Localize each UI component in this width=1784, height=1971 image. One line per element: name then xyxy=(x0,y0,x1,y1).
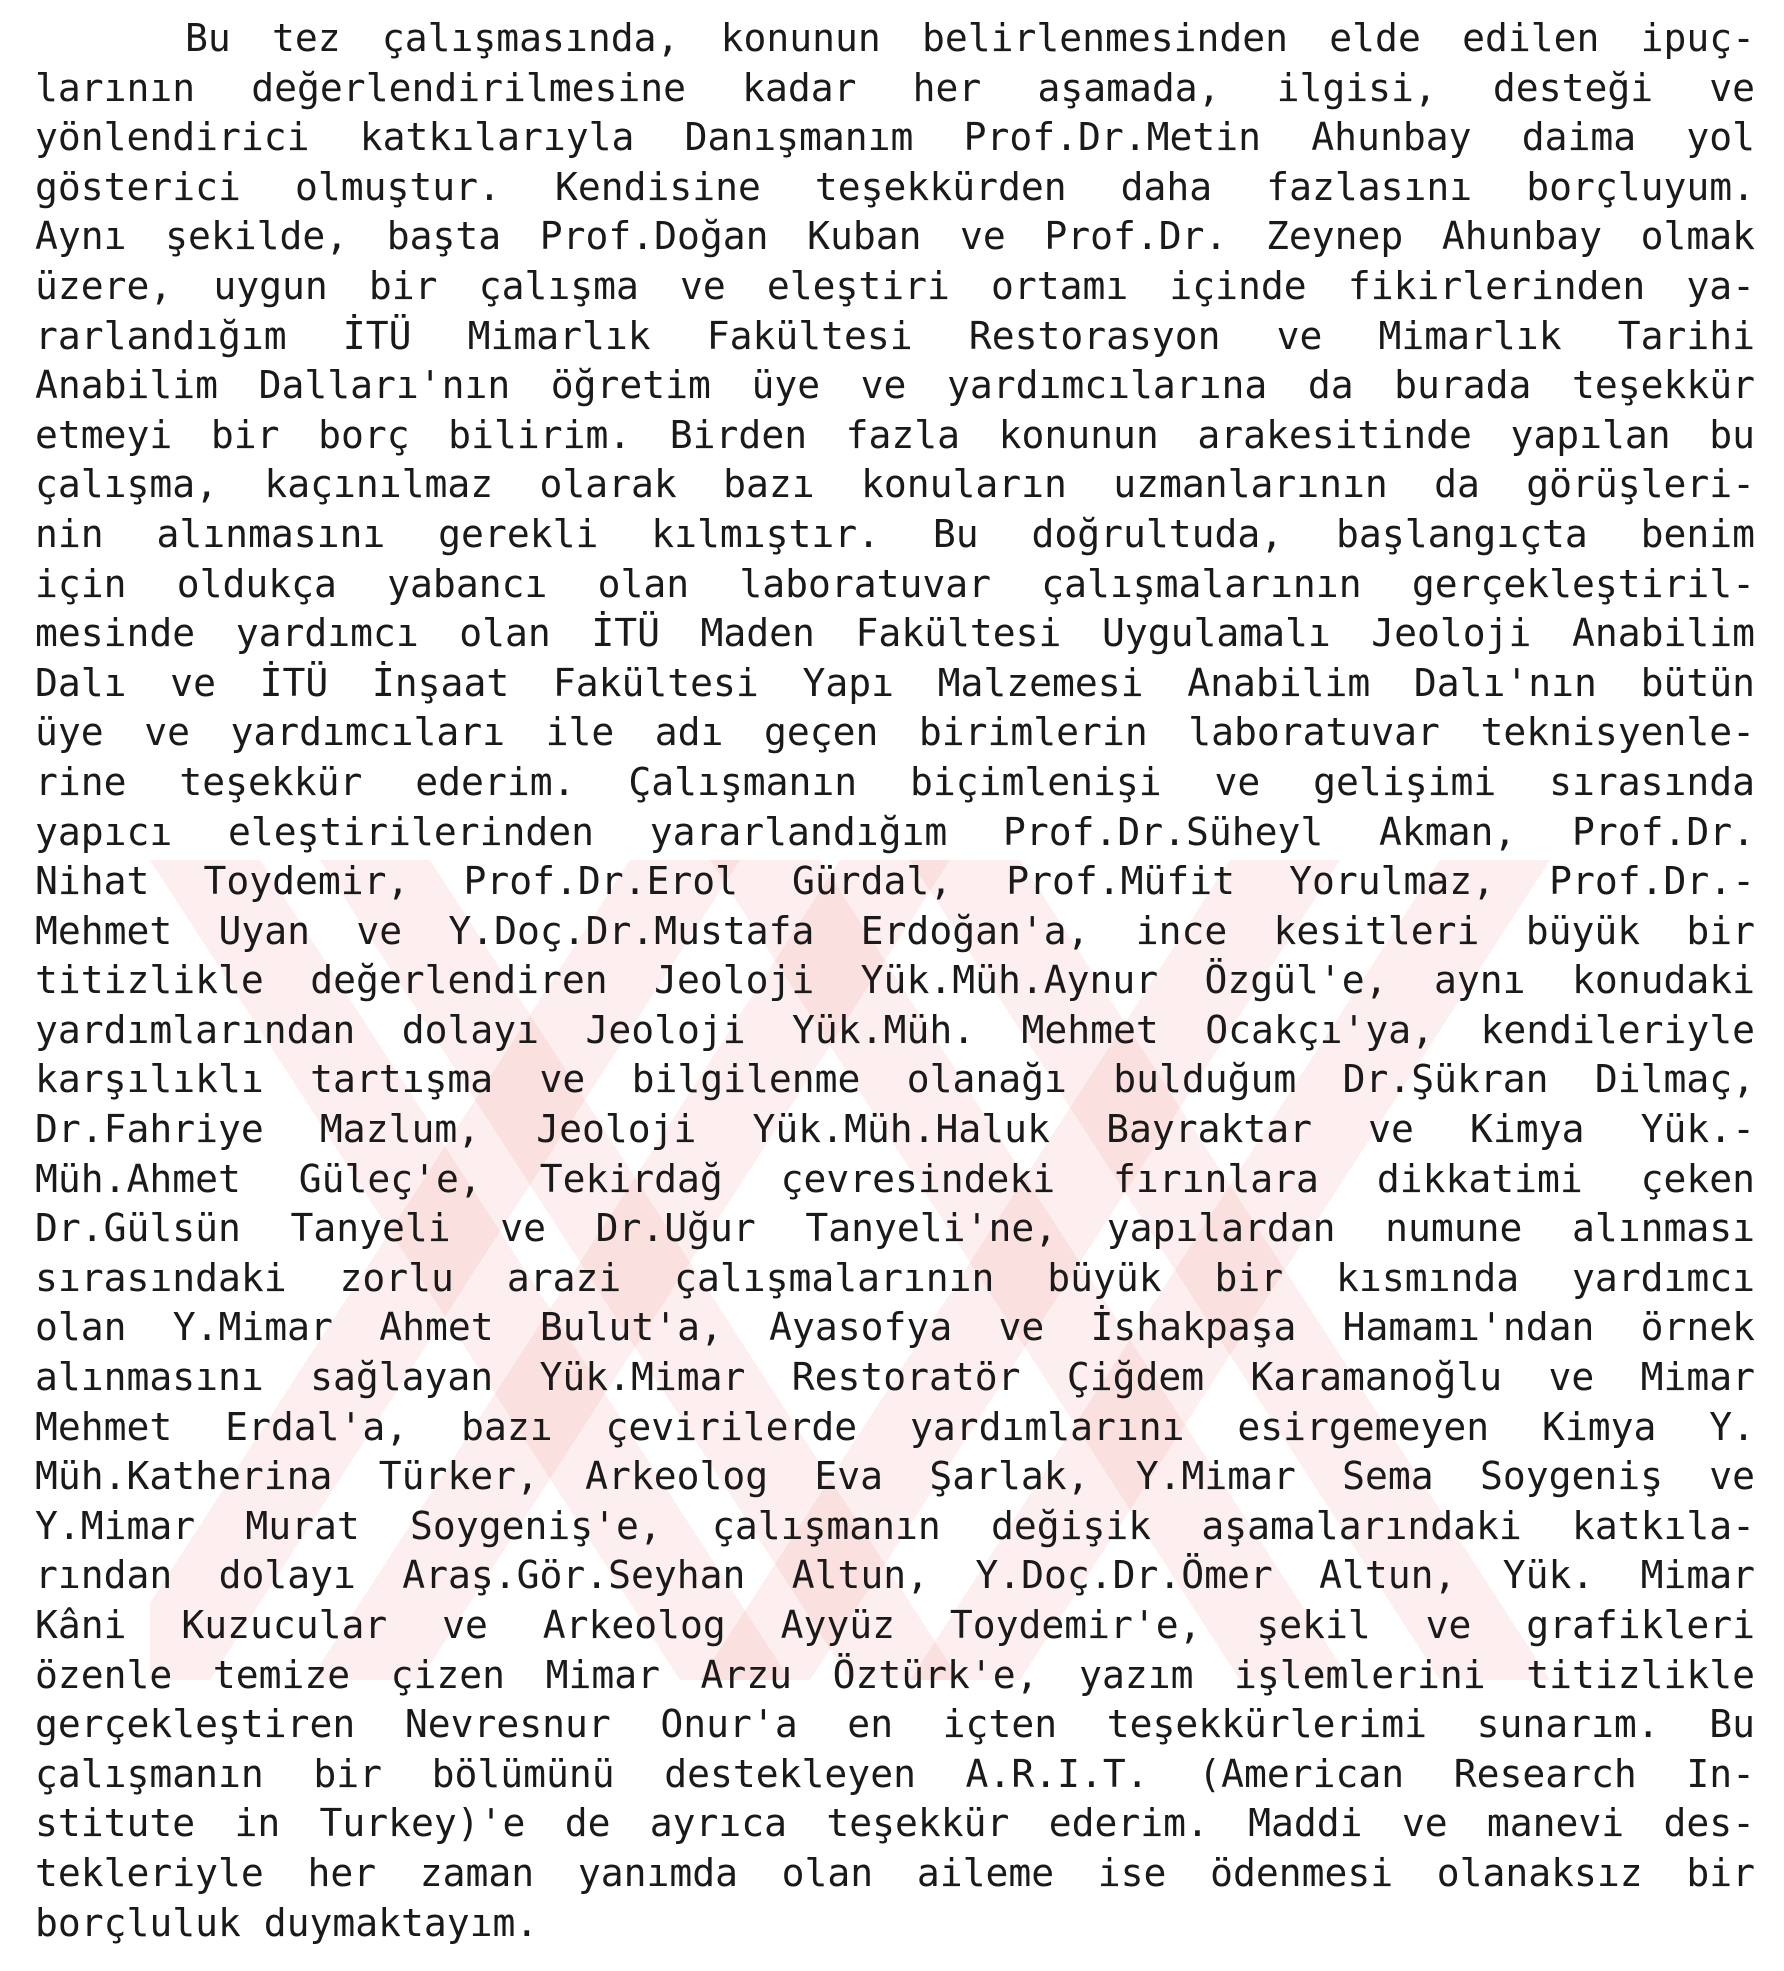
text-line: rından dolayı Araş.Gör.Seyhan Altun, Y.Doç.Dr.Ömer Altun, Yük. Mimar xyxy=(35,1553,1755,1598)
text-line: çalışma, kaçınılmaz olarak bazı konuların uzmanlarının da görüşleri- xyxy=(35,462,1755,507)
text-line: mesinde yardımcı olan İTÜ Maden Fakültesi Uygulamalı Jeoloji Anabilim xyxy=(35,611,1755,656)
text-line: üye ve yardımcıları ile adı geçen birimlerin laboratuvar teknisyenle- xyxy=(35,710,1755,755)
text-line: rarlandığım İTÜ Mimarlık Fakültesi Restorasyon ve Mimarlık Tarihi xyxy=(35,313,1755,358)
text-line: Anabilim Dalları'nın öğretim üye ve yardımcılarına da burada teşekkür xyxy=(35,363,1755,408)
text-line: etmeyi bir borç bilirim. Birden fazla konunun arakesitinde yapılan bu xyxy=(35,412,1755,457)
text-line: Dr.Gülsün Tanyeli ve Dr.Uğur Tanyeli'ne, yapılardan numune alınması xyxy=(35,1206,1755,1251)
text-line: gösterici olmuştur. Kendisine teşekkürden daha fazlasını borçluyum. xyxy=(35,164,1755,209)
text-line: borçluluk duymaktayım. xyxy=(35,1900,539,1945)
text-line: Mehmet Erdal'a, bazı çevirilerde yardımlarını esirgemeyen Kimya Y. xyxy=(35,1404,1755,1449)
text-line: çalışmanın bir bölümünü destekleyen A.R.I.T. (American Research In- xyxy=(35,1751,1755,1796)
text-line: üzere, uygun bir çalışma ve eleştiri ortamı içinde fikirlerinden ya- xyxy=(35,263,1755,308)
text-line: için oldukça yabancı olan laboratuvar çalışmalarının gerçekleştiril- xyxy=(35,561,1755,606)
acknowledgement-paragraph xyxy=(35,14,1755,1948)
text-line: Müh.Katherina Türker, Arkeolog Eva Şarlak, Y.Mimar Sema Soygeniş ve xyxy=(35,1454,1755,1499)
text-line: stitute in Turkey)'e de ayrıca teşekkür ederim. Maddi ve manevi des- xyxy=(35,1801,1755,1846)
text-line: tekleriyle her zaman yanımda olan aileme ise ödenmesi olanaksız bir xyxy=(35,1850,1755,1895)
text-line: titizlikle değerlendiren Jeoloji Yük.Müh.Aynur Özgül'e, aynı konudaki xyxy=(35,958,1755,1003)
text-line: Aynı şekilde, başta Prof.Doğan Kuban ve Prof.Dr. Zeynep Ahunbay olmak xyxy=(35,214,1755,259)
text-line: rine teşekkür ederim. Çalışmanın biçimlenişi ve gelişimi sırasında xyxy=(35,759,1755,804)
text-line: olan Y.Mimar Ahmet Bulut'a, Ayasofya ve İshakpaşa Hamamı'ndan örnek xyxy=(35,1305,1755,1350)
text-line: gerçekleştiren Nevresnur Onur'a en içten teşekkürlerimi sunarım. Bu xyxy=(35,1702,1755,1747)
text-line: yönlendirici katkılarıyla Danışmanım Prof.Dr.Metin Ahunbay daima yol xyxy=(35,115,1755,160)
text-line: Kâni Kuzucular ve Arkeolog Ayyüz Toydemir'e, şekil ve grafikleri xyxy=(35,1603,1755,1647)
text-line: nin alınmasını gerekli kılmıştır. Bu doğrultuda, başlangıçta benim xyxy=(35,511,1755,556)
text-line: Nihat Toydemir, Prof.Dr.Erol Gürdal, Prof.Müfit Yorulmaz, Prof.Dr.- xyxy=(35,859,1755,904)
text-line: Müh.Ahmet Güleç'e, Tekirdağ çevresindeki fırınlara dikkatimi çeken xyxy=(35,1156,1755,1201)
text-line: özenle temize çizen Mimar Arzu Öztürk'e, yazım işlemlerini titizlikle xyxy=(35,1652,1755,1697)
text-line: yapıcı eleştirilerinden yararlandığım Prof.Dr.Süheyl Akman, Prof.Dr. xyxy=(35,809,1755,854)
text-line: Y.Mimar Murat Soygeniş'e, çalışmanın değişik aşamalarındaki katkıla- xyxy=(35,1503,1755,1548)
text-line: karşılıklı tartışma ve bilgilenme olanağı bulduğum Dr.Şükran Dilmaç, xyxy=(35,1057,1755,1102)
text-line: Dr.Fahriye Mazlum, Jeoloji Yük.Müh.Haluk Bayraktar ve Kimya Yük.- xyxy=(35,1107,1755,1152)
text-line: Dalı ve İTÜ İnşaat Fakültesi Yapı Malzemesi Anabilim Dalı'nın bütün xyxy=(35,660,1755,705)
text-line: sırasındaki zorlu arazi çalışmalarının büyük bir kısmında yardımcı xyxy=(35,1255,1755,1300)
text-line: Bu tez çalışmasında, konunun belirlenmesinden elde edilen ipuç- xyxy=(185,16,1755,60)
text-line: alınmasını sağlayan Yük.Mimar Restoratör Çiğdem Karamanoğlu ve Mimar xyxy=(35,1355,1755,1400)
text-line: larının değerlendirilmesine kadar her aşamada, ilgisi, desteği ve xyxy=(35,65,1755,110)
text-line: Mehmet Uyan ve Y.Doç.Dr.Mustafa Erdoğan'a, ince kesitleri büyük bir xyxy=(35,908,1755,953)
text-line: yardımlarından dolayı Jeoloji Yük.Müh. Mehmet Ocakçı'ya, kendileriyle xyxy=(35,1007,1755,1052)
